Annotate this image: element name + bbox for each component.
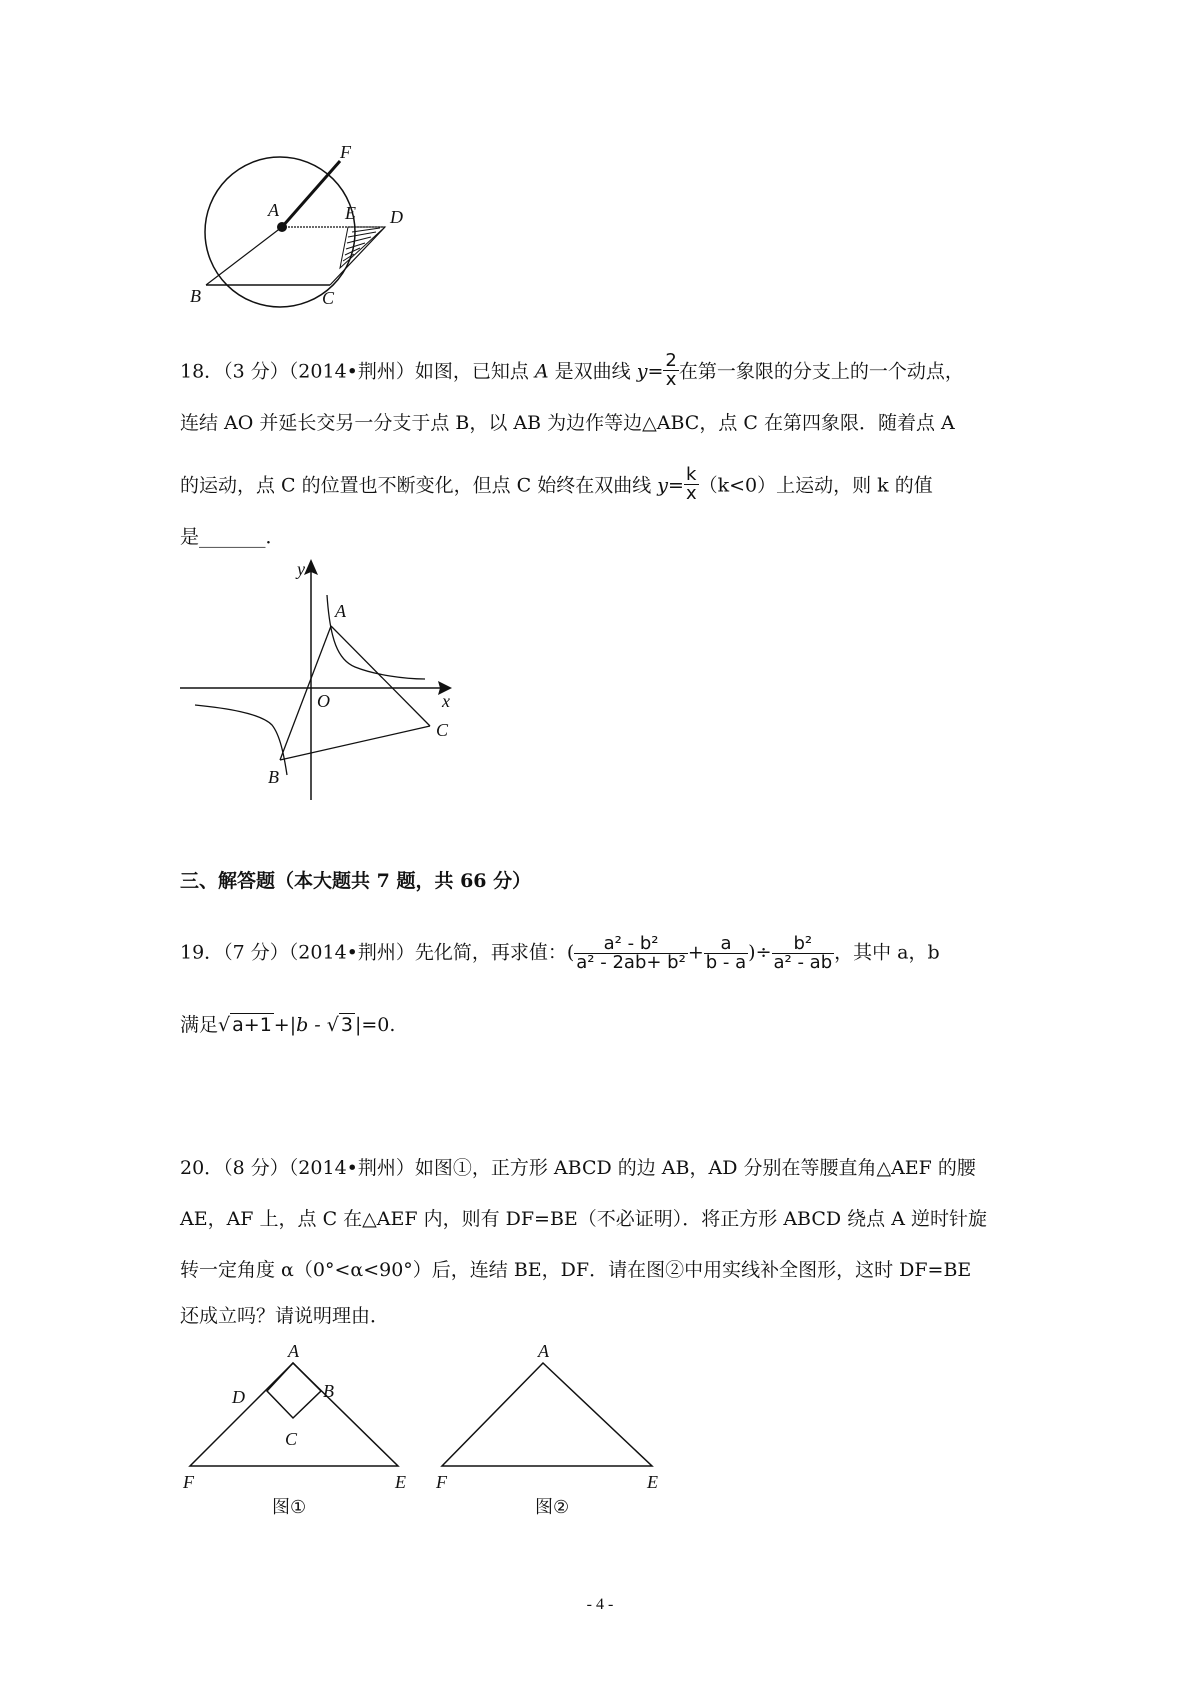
page-number: - 4 - (586, 1596, 614, 1613)
q19-line-2: 满足√ a+1 +|b - √ 3 |=0. (180, 1014, 396, 1036)
fig20-caption-1: 图① (272, 1497, 307, 1518)
figure-q17-circle (180, 140, 440, 340)
q20-line-2: AE，AF 上，点 C 在△AEF 内，则有 DF=BE（不必证明）．将正方形 ABCD 绕点 A 逆时针旋 (180, 1208, 987, 1230)
q19-fraction-1: $\frac{\text{a² - b²}}{\text{a² - 2ab+ b²}}$ (576, 933, 686, 973)
fig20-2-label-a: A (538, 1341, 549, 1361)
fig18-label-b: B (268, 767, 279, 787)
fig20-2-label-f: F (436, 1472, 447, 1492)
fig18-label-x: x (442, 691, 450, 711)
q20-line-1: 20．（8 分）（2014•荆州）如图①，正方形 ABCD 的边 AB，AD 分别在等腰直角△AEF 的腰 (180, 1157, 976, 1179)
q19-line-1: 19．（7 分）（2014•荆州）先化简，再求值：( $\frac{\text{a² - b²}}{\text{a² - 2ab+ b²}}$ + $\frac{a}{b - a}$ )÷ $\frac{\text{b²}}{\text{a² - ab}}$ ，其中 a，b (180, 933, 940, 973)
fig18-label-c: C (436, 720, 449, 740)
figure-q18-hyperbola (180, 555, 470, 800)
q18-line-3: 的运动，点 C 的位置也不断变化，但点 C 始终在双曲线 y= $\frac{k}{x}$ （k<0）上运动，则 k 的值 (180, 464, 933, 504)
q18-fraction-k-over-x: $\frac{k}{x}$ (685, 464, 697, 504)
q18-fraction-2-over-x: $\frac{2}{x}$ (665, 350, 677, 390)
fig18-label-y: y (297, 559, 305, 579)
fig20-1-label-b: B (323, 1381, 334, 1401)
q19-sqrt-a-plus-1: √ a+1 (218, 1014, 272, 1036)
q18-line-2: 连结 AO 并延长交另一分支于点 B，以 AB 为边作等边△ABC，点 C 在第四象限．随着点 A (180, 412, 955, 434)
fig17-label-c: C (322, 288, 335, 308)
fig20-1-label-f: F (183, 1472, 194, 1492)
fig17-label-a: A (268, 200, 279, 220)
fig20-1-label-a: A (288, 1341, 299, 1361)
fig17-label-d: D (390, 207, 403, 227)
q20-line-4: 还成立吗？请说明理由． (180, 1305, 390, 1327)
fig20-2-label-e: E (647, 1472, 658, 1492)
fig20-1-label-d: D (232, 1387, 245, 1407)
q19-fraction-3: $\frac{\text{b²}}{\text{a² - ab}}$ (773, 933, 833, 973)
fig17-label-e: E (345, 203, 356, 223)
fig20-1-label-c: C (285, 1429, 298, 1449)
fig20-1-label-e: E (395, 1472, 406, 1492)
fig17-label-f: F (340, 142, 351, 162)
figure-q20 (170, 1335, 710, 1525)
section-3-heading: 三、解答题（本大题共 7 题，共 66 分） (180, 870, 532, 892)
fig18-label-a: A (335, 601, 346, 621)
fig18-label-o: O (317, 691, 330, 711)
q18-line-4: 是_______． (180, 526, 285, 548)
q19-sqrt-3: √ 3 (326, 1014, 353, 1036)
fig17-label-b: B (190, 286, 201, 306)
q20-line-3: 转一定角度 α（0°<α<90°）后，连结 BE，DF．请在图②中用实线补全图形，这时 DF=BE (180, 1259, 972, 1281)
q19-fraction-2: $\frac{a}{b - a}$ (705, 933, 747, 973)
fig20-caption-2: 图② (535, 1497, 570, 1518)
q18-line-1: 18．（3 分）（2014•荆州）如图，已知点 A 是双曲线 y= $\frac{2}{x}$ 在第一象限的分支上的一个动点， (180, 350, 964, 390)
